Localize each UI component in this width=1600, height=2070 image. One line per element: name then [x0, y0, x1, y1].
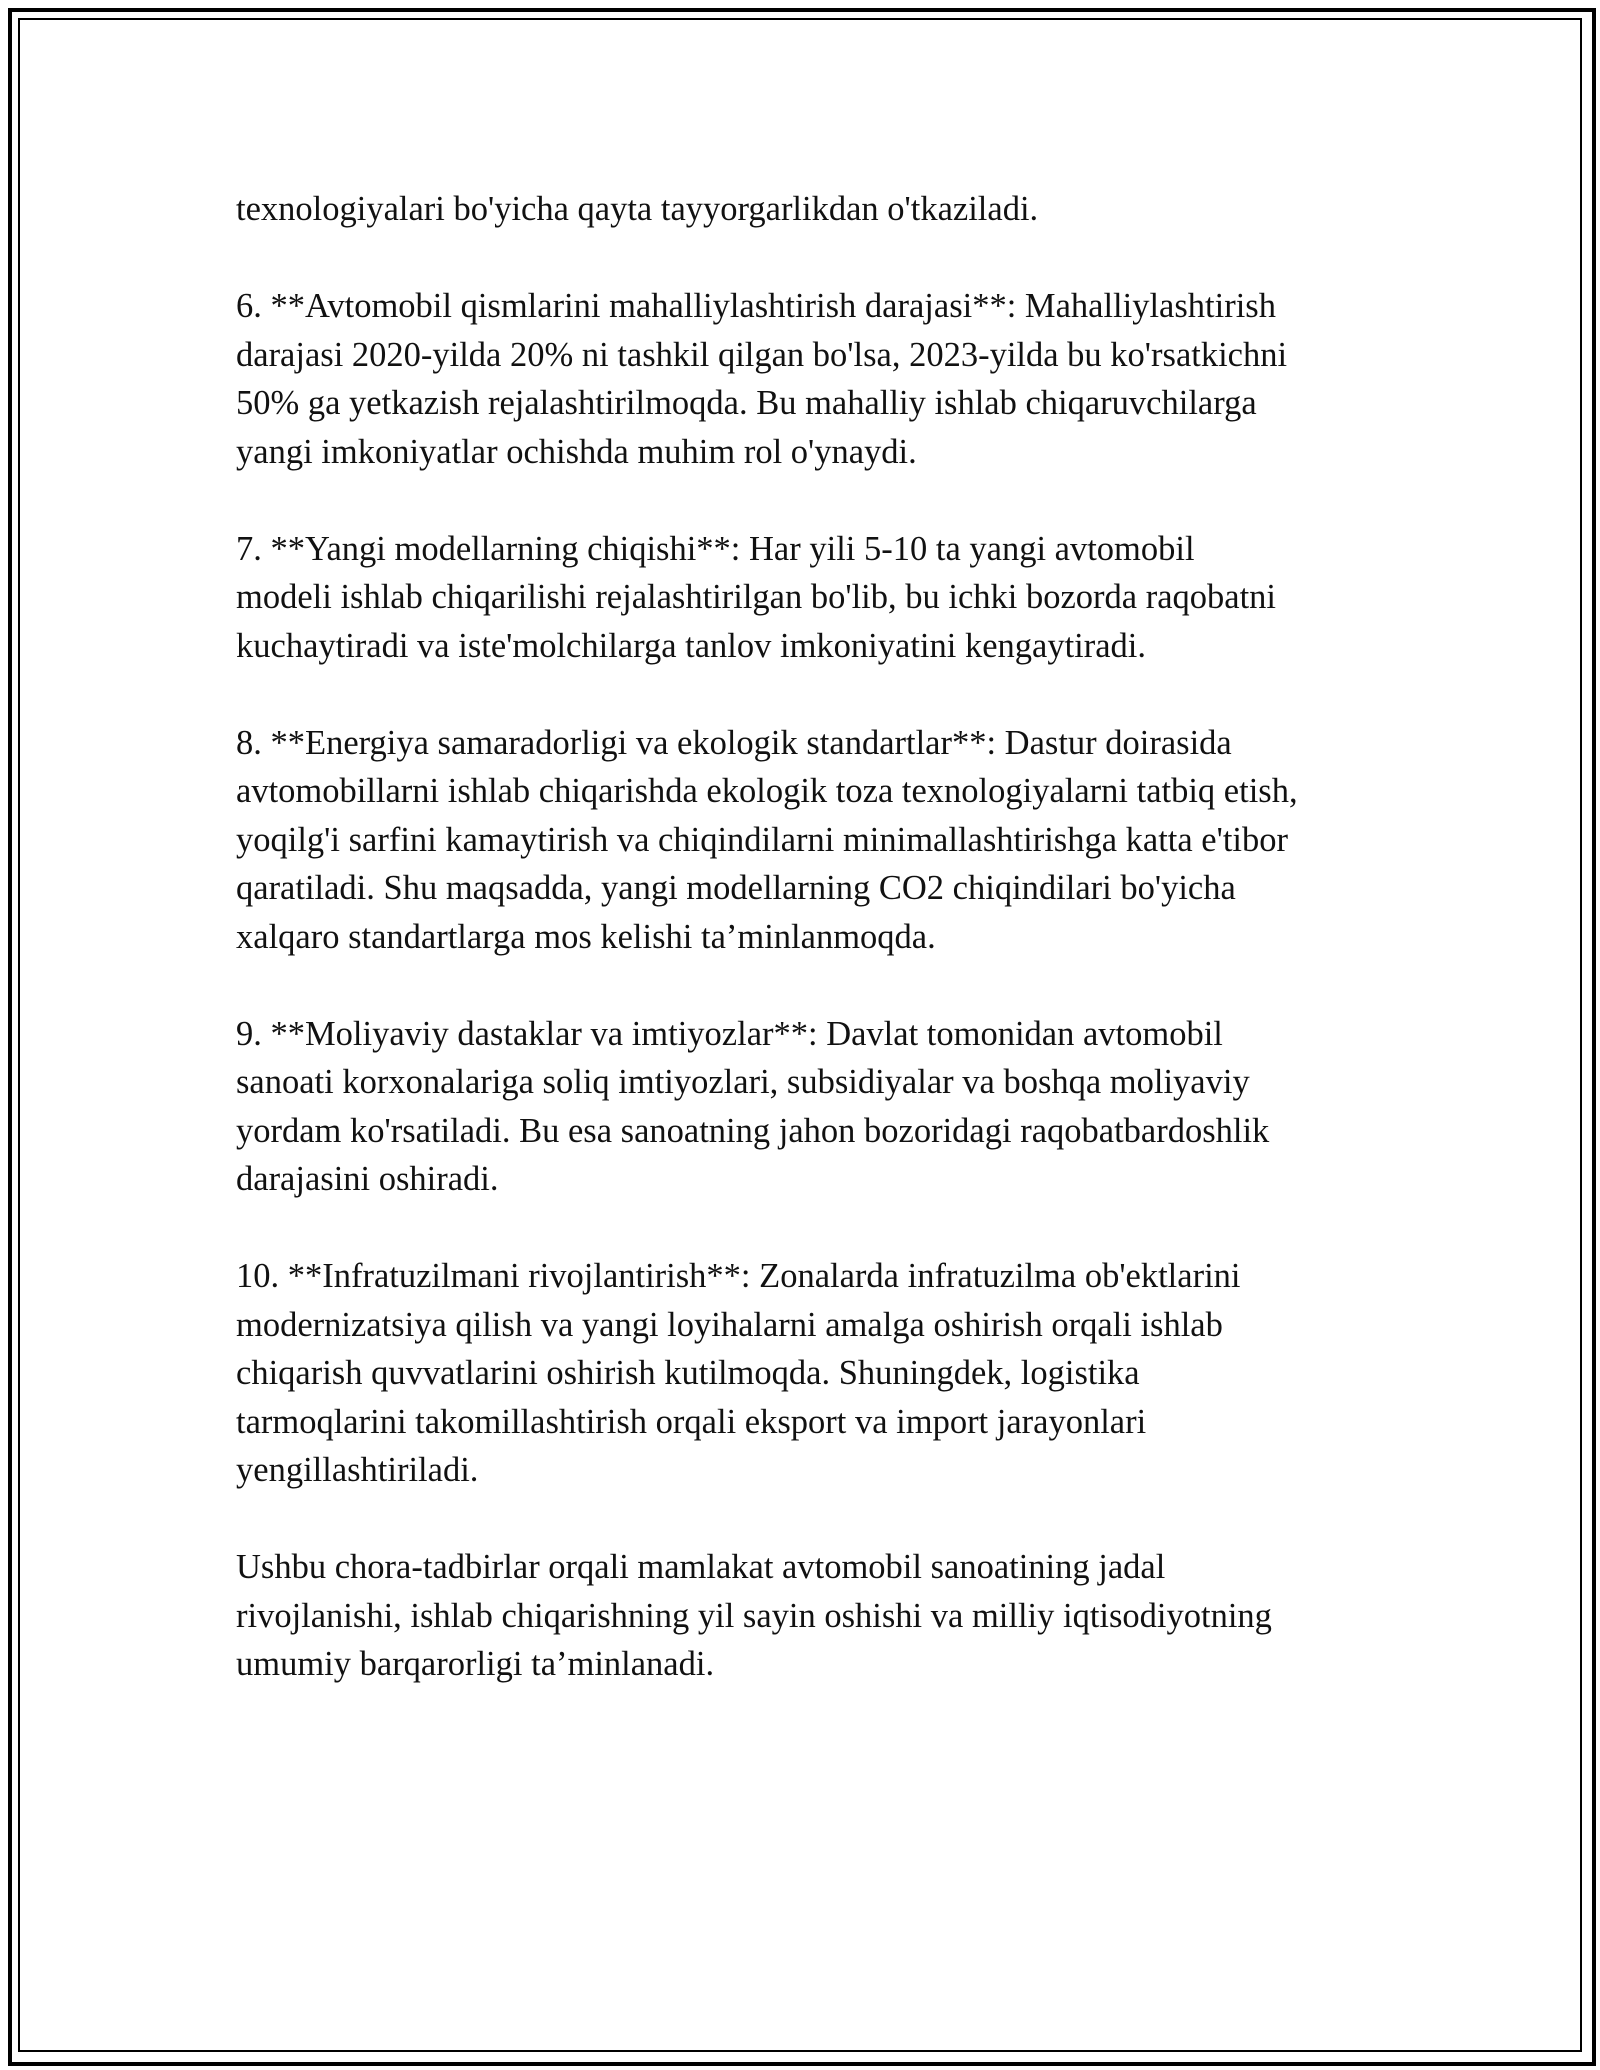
- paragraph-item-9: 9. **Moliyaviy dastaklar va imtiyozlar**: Davlat tomonidan avtomobil sanoati korxonalariga soliq imtiyozlari, subsidiyalar va boshqa moliyaviy yordam ko'rsatiladi. Bu esa sanoatning jahon bozoridagi raqobatbardoshlik darajasini oshiradi.: [236, 1014, 1270, 1198]
- paragraph-item-7: 7. **Yangi modellarning chiqishi**: Har yili 5-10 ta yangi avtomobil modeli ishlab chiqarilishi rejalashtirilgan bo'lib, bu ichki bozorda raqobatni kuchaytiradi va iste'molchilarga tanlov imkoniyatini kengaytiradi.: [236, 529, 1277, 665]
- paragraph-item-8: 8. **Energiya samaradorligi va ekologik standartlar**: Dastur doirasida avtomobillarni ishlab chiqarishda ekologik toza texnologiyalarni tatbiq etish, yoqilg'i sarfini kamaytirish va chiqindilarni minimallashtirishga katta e'tibor qaratiladi. Shu maqsadda, yangi modellarning CO2 chiqindilari bo'yicha xalqaro standartlarga mos kelishi ta’minlanmoqda.: [236, 723, 1298, 956]
- paragraph-item-10: 10. **Infratuzilmani rivojlantirish**: Zonalarda infratuzilma ob'ektlarini modernizatsiya qilish va yangi loyihalarni amalga oshirish orqali ishlab chiqarish quvvatlarini oshirish kutilmoqda. Shuningdek, logistika tarmoqlarini takomillashtirish orqali eksport va import jarayonlari yengillashtiriladi.: [236, 1257, 1241, 1489]
- paragraph-continuation: texnologiyalari bo'yicha qayta tayyorgarlikdan o'tkaziladi.: [236, 190, 1039, 228]
- paragraph-conclusion: Ushbu chora-tadbirlar orqali mamlakat avtomobil sanoatining jadal rivojlanishi, ishlab chiqarishning yil sayin oshishi va milliy iqtisodiyotning umumiy barqarorligi ta’minlanadi.: [236, 1548, 1272, 1683]
- paragraph-item-6: 6. **Avtomobil qismlarini mahalliylashtirish darajasi**: Mahalliylashtirish darajasi 2020-yilda 20% ni tashkil qilgan bo'lsa, 2023-yilda bu ko'rsatkichni 50% ga yetkazish rejalashtirilmoqda. Bu mahalliy ishlab chiqaruvchilarga yangi imkoniyatlar ochishda muhim rol o'ynaydi.: [236, 287, 1288, 471]
- document-body: [236, 185, 1386, 1737]
